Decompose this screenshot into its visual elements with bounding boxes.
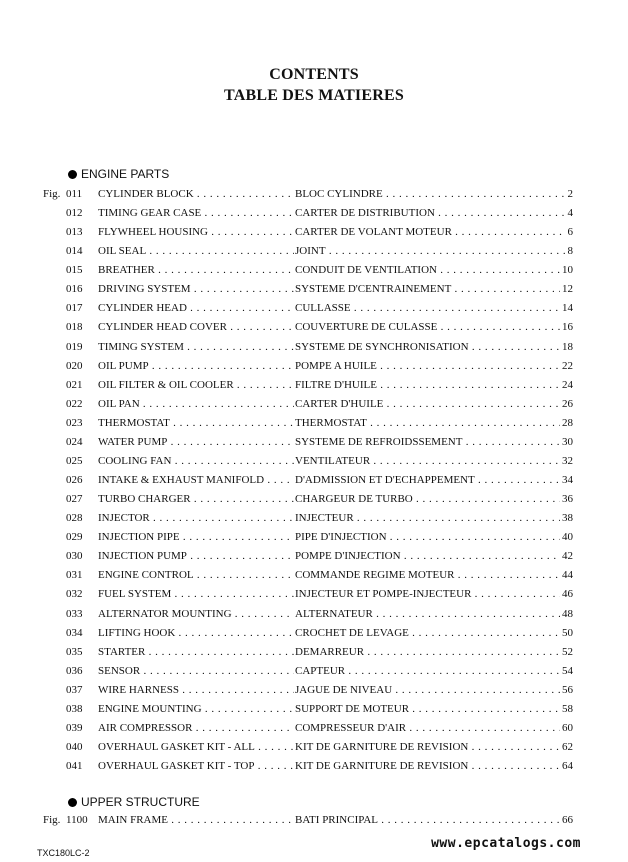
- entry-english: LIFTING HOOK . . .: [98, 626, 294, 640]
- toc-row[interactable]: [0, 225, 628, 239]
- figure-number: 035: [66, 645, 83, 658]
- entry-english: OIL SEAL . . .: [98, 244, 294, 258]
- entry-french: KIT DE GARNITURE DE REVISION . . .: [295, 759, 571, 773]
- page-number: 60: [562, 721, 573, 734]
- page-number: 6: [567, 226, 573, 239]
- page-number: 16: [562, 321, 573, 334]
- figure-number: 022: [66, 397, 83, 410]
- entry-english: STARTER . . .: [98, 645, 294, 659]
- figure-number: 017: [66, 302, 83, 315]
- entry-french: CARTER D'HUILE . . .: [295, 397, 571, 411]
- page-number: 40: [562, 531, 573, 544]
- figure-number: 031: [66, 569, 83, 582]
- entry-english: FUEL SYSTEM . . .: [98, 587, 294, 601]
- entry-english: DRIVING SYSTEM . . .: [98, 282, 294, 296]
- page-number: 36: [562, 493, 573, 506]
- page-number: 34: [562, 474, 573, 487]
- page-number: 50: [562, 626, 573, 639]
- entry-french: SYSTEME D'CENTRAINEMENT . . .: [295, 282, 571, 296]
- toc-row[interactable]: [0, 378, 628, 392]
- toc-row[interactable]: [0, 568, 628, 582]
- toc-row[interactable]: [0, 607, 628, 621]
- page-number: 14: [562, 302, 573, 315]
- toc-row[interactable]: [0, 511, 628, 525]
- figure-number: 021: [66, 378, 83, 391]
- figure-number: 037: [66, 683, 83, 696]
- figure-number: 040: [66, 741, 83, 754]
- figure-number: 036: [66, 664, 83, 677]
- section-heading: [68, 167, 169, 181]
- entry-english: INJECTOR . . .: [98, 511, 294, 525]
- entry-english: OIL PAN . . .: [98, 397, 294, 411]
- entry-english: BREATHER . . .: [98, 263, 294, 277]
- title-table-des-matieres: TABLE DES MATIERES: [224, 87, 404, 104]
- entry-french: SYSTEME DE SYNCHRONISATION . . .: [295, 340, 571, 354]
- entry-english: FLYWHEEL HOUSING . . .: [98, 225, 294, 239]
- page-number: 56: [562, 683, 573, 696]
- entry-english: ENGINE MOUNTING . . .: [98, 702, 294, 716]
- page-number: 42: [562, 550, 573, 563]
- figure-number: 041: [66, 760, 83, 773]
- figure-number: 024: [66, 435, 83, 448]
- page-number: 52: [562, 645, 573, 658]
- section-heading: [68, 795, 200, 809]
- figure-number: 019: [66, 340, 83, 353]
- fig-label: Fig.: [43, 188, 61, 200]
- entry-english: OIL PUMP . . .: [98, 359, 294, 373]
- toc-row[interactable]: [0, 683, 628, 697]
- entry-french: JOINT . . .: [295, 244, 571, 258]
- toc-row[interactable]: [0, 759, 628, 773]
- entry-english: TIMING GEAR CASE . . .: [98, 206, 294, 220]
- page-number: 22: [562, 359, 573, 372]
- entry-english: OVERHAUL GASKET KIT - TOP . . .: [98, 759, 294, 773]
- entry-french: BATI PRINCIPAL . . .: [295, 813, 571, 827]
- entry-french: FILTRE D'HUILE . . .: [295, 378, 571, 392]
- figure-number: 034: [66, 626, 83, 639]
- page-number: 10: [562, 264, 573, 277]
- entry-english: SENSOR . . .: [98, 664, 294, 678]
- figure-number: 013: [66, 226, 83, 239]
- toc-row[interactable]: [0, 340, 628, 354]
- entry-english: OVERHAUL GASKET KIT - ALL . . .: [98, 740, 294, 754]
- toc-row[interactable]: [0, 301, 628, 315]
- figure-number: 039: [66, 721, 83, 734]
- page-number: 66: [562, 814, 573, 826]
- entry-french: COUVERTURE DE CULASSE . . .: [295, 320, 571, 334]
- entry-french: COMPRESSEUR D'AIR . . .: [295, 721, 571, 735]
- entry-french: PIPE D'INJECTION . . .: [295, 530, 571, 544]
- entry-french: KIT DE GARNITURE DE REVISION . . .: [295, 740, 571, 754]
- figure-number: 026: [66, 474, 83, 487]
- page-number: 54: [562, 664, 573, 677]
- figure-number: 011: [66, 188, 83, 200]
- entry-french: CROCHET DE LEVAGE . . .: [295, 626, 571, 640]
- page-number: 4: [567, 207, 573, 220]
- entry-french: POMPE D'INJECTION . . .: [295, 549, 571, 563]
- page-number: 64: [562, 760, 573, 773]
- entry-french: SUPPORT DE MOTEUR . . .: [295, 702, 571, 716]
- entry-french: CULLASSE . . .: [295, 301, 571, 315]
- entry-french: JAGUE DE NIVEAU . . .: [295, 683, 571, 697]
- page-number: 58: [562, 702, 573, 715]
- toc-row[interactable]: [0, 721, 628, 735]
- page-number: 30: [562, 435, 573, 448]
- toc-row[interactable]: [0, 492, 628, 506]
- toc-row[interactable]: [0, 282, 628, 296]
- toc-row[interactable]: [0, 416, 628, 430]
- toc-row[interactable]: [0, 813, 628, 827]
- bullet-icon: [68, 798, 77, 807]
- page-number: 62: [562, 741, 573, 754]
- entry-english: ENGINE CONTROL . . .: [98, 568, 294, 582]
- toc-row[interactable]: [0, 664, 628, 678]
- figure-number: 030: [66, 550, 83, 563]
- entry-english: CYLINDER BLOCK . . .: [98, 187, 294, 201]
- entry-french: CAPTEUR . . .: [295, 664, 571, 678]
- entry-english: WIRE HARNESS . . .: [98, 683, 294, 697]
- toc-row[interactable]: [0, 397, 628, 411]
- figure-number: 018: [66, 321, 83, 334]
- entry-english: INTAKE & EXHAUST MANIFOLD . . .: [98, 473, 294, 487]
- figure-number: 025: [66, 454, 83, 467]
- page-number: 28: [562, 416, 573, 429]
- figure-number: 038: [66, 702, 83, 715]
- figure-number: 023: [66, 416, 83, 429]
- section-title: ENGINE PARTS: [81, 167, 170, 181]
- toc-row[interactable]: [0, 244, 628, 258]
- toc-row[interactable]: [0, 645, 628, 659]
- page-number: 18: [562, 340, 573, 353]
- entry-french: CONDUIT DE VENTILATION . . .: [295, 263, 571, 277]
- entry-french: D'ADMISSION ET D'ECHAPPEMENT . . .: [295, 473, 571, 487]
- entry-english: COOLING FAN . . .: [98, 454, 294, 468]
- entry-english: WATER PUMP . . .: [98, 435, 294, 449]
- figure-number: 1100: [66, 814, 88, 826]
- toc-row[interactable]: [0, 702, 628, 716]
- page-number: 38: [562, 512, 573, 525]
- entry-english: TURBO CHARGER . . .: [98, 492, 294, 506]
- entry-english: THERMOSTAT . . .: [98, 416, 294, 430]
- entry-french: THERMOSTAT . . .: [295, 416, 571, 430]
- page-number: 48: [562, 607, 573, 620]
- toc-row[interactable]: [0, 626, 628, 640]
- entry-french: INJECTEUR . . .: [295, 511, 571, 525]
- entry-french: ALTERNATEUR . . .: [295, 607, 571, 621]
- page-number: 12: [562, 283, 573, 296]
- figure-number: 014: [66, 245, 83, 258]
- page-number: 46: [562, 588, 573, 601]
- toc-row[interactable]: [0, 206, 628, 220]
- entry-english: ALTERNATOR MOUNTING . . .: [98, 607, 294, 621]
- toc-row[interactable]: [0, 435, 628, 449]
- toc-row[interactable]: [0, 320, 628, 334]
- toc-row[interactable]: [0, 263, 628, 277]
- toc-row[interactable]: [0, 473, 628, 487]
- entry-english: INJECTION PIPE . . .: [98, 530, 294, 544]
- entry-english: AIR COMPRESSOR . . .: [98, 721, 294, 735]
- figure-number: 033: [66, 607, 83, 620]
- page-number: 32: [562, 454, 573, 467]
- figure-number: 032: [66, 588, 83, 601]
- entry-french: DEMARREUR . . .: [295, 645, 571, 659]
- page-number: 2: [567, 188, 573, 200]
- entry-french: POMPE A HUILE . . .: [295, 359, 571, 373]
- figure-number: 029: [66, 531, 83, 544]
- toc-row[interactable]: [0, 530, 628, 544]
- toc-row[interactable]: [0, 187, 628, 201]
- entry-french: INJECTEUR ET POMPE-INJECTEUR . . .: [295, 587, 571, 601]
- page-number: 8: [567, 245, 573, 258]
- toc-row[interactable]: [0, 740, 628, 754]
- figure-number: 012: [66, 207, 83, 220]
- toc-row[interactable]: [0, 587, 628, 601]
- section-title: UPPER STRUCTURE: [81, 795, 200, 809]
- model-code: TXC180LC-2: [37, 848, 90, 858]
- figure-number: 016: [66, 283, 83, 296]
- page-number: 44: [562, 569, 573, 582]
- figure-number: 027: [66, 493, 83, 506]
- toc-row[interactable]: [0, 454, 628, 468]
- title-contents: CONTENTS: [269, 66, 359, 83]
- fig-label: Fig.: [43, 814, 61, 826]
- entry-french: CHARGEUR DE TURBO . . .: [295, 492, 571, 506]
- entry-french: CARTER DE DISTRIBUTION . . .: [295, 206, 571, 220]
- figure-number: 028: [66, 512, 83, 525]
- page-number: 26: [562, 397, 573, 410]
- entry-english: CYLINDER HEAD . . .: [98, 301, 294, 315]
- entry-english: OIL FILTER & OIL COOLER . . .: [98, 378, 294, 392]
- entry-french: SYSTEME DE REFROIDSSEMENT . . .: [295, 435, 571, 449]
- page-number: 24: [562, 378, 573, 391]
- watermark: www.epcatalogs.com: [431, 836, 581, 851]
- entry-english: CYLINDER HEAD COVER . . .: [98, 320, 294, 334]
- entry-english: MAIN FRAME . . .: [98, 813, 294, 827]
- entry-french: COMMANDE REGIME MOTEUR . . .: [295, 568, 571, 582]
- entry-french: CARTER DE VOLANT MOTEUR . . .: [295, 225, 571, 239]
- entry-english: TIMING SYSTEM . . .: [98, 340, 294, 354]
- bullet-icon: [68, 170, 77, 179]
- toc-row[interactable]: [0, 549, 628, 563]
- figure-number: 015: [66, 264, 83, 277]
- entry-french: BLOC CYLINDRE . . .: [295, 187, 571, 201]
- entry-english: INJECTION PUMP . . .: [98, 549, 294, 563]
- toc-row[interactable]: [0, 359, 628, 373]
- figure-number: 020: [66, 359, 83, 372]
- entry-french: VENTILATEUR . . .: [295, 454, 571, 468]
